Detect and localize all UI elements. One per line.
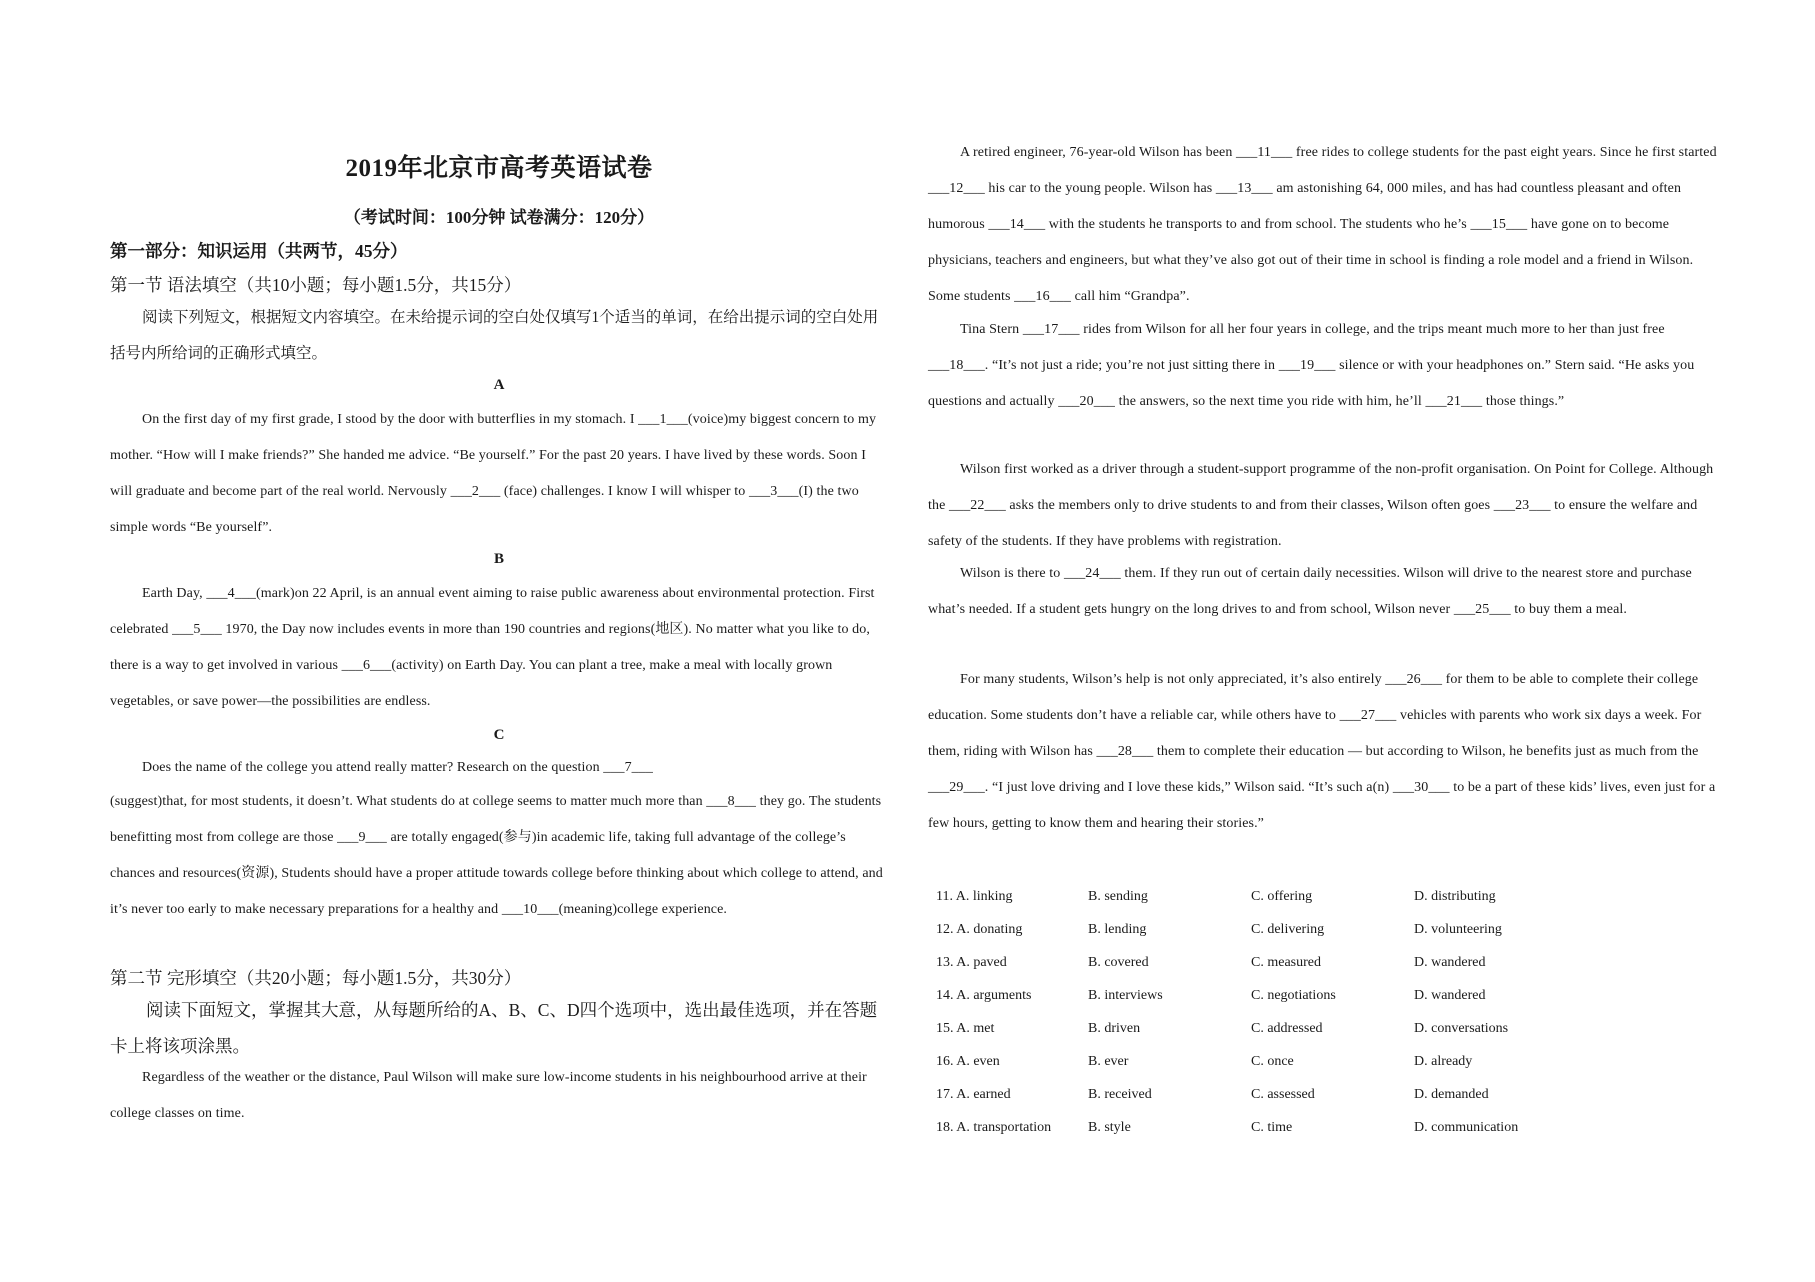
exam-title: 2019年北京市高考英语试卷 <box>345 155 653 182</box>
option-row <box>936 880 1696 913</box>
exam-subtitle: （考试时间：100分钟 试卷满分：120分） <box>343 208 655 227</box>
option-row <box>936 913 1696 946</box>
passage-a-text: On the first day of my first grade, I stood by the door with butterflies in my stomach. I ___1___(voice)my biggest concern to my mother. “How will I make friends?” She handed me advice. “Be yourself.” For the past 20 years. I have lived by these words. Soon I will graduate and become part of the real world. Nervously ___2___ (face) challenges. I know I will whisper to ___3___(I) the two simple words “Be yourself”. <box>110 412 877 535</box>
option-b: B. ever <box>1088 1053 1129 1069</box>
option-c: C. negotiations <box>1251 987 1336 1003</box>
cloze-paragraph-3: Tina Stern ___17___ rides from Wilson for all her four years in college, and the trips meant much more to her than just free ___18___. “It’s not just a ride; you’re not just sitting there in ___19___ silence or with your headphones on.” Stern said. “He asks you questions and actually ___20___ the answers, so the next time you ride with him, he’ll ___21___ those things.” <box>928 322 1695 409</box>
option-b: B. covered <box>1088 954 1149 970</box>
option-row <box>936 1111 1696 1144</box>
option-b: B. style <box>1088 1119 1131 1135</box>
option-a: 13. A. paved <box>936 954 1007 970</box>
option-b: B. driven <box>1088 1020 1141 1036</box>
passage-b-text: Earth Day, ___4___(mark)on 22 April, is an annual event aiming to raise public awareness about environmental protection. First celebrated ___5___ 1970, the Day now includes events in more than 190 countries and regions(地区). No matter what you like to do, there is a way to get involved in various ___6___(activity) on Earth Day. You can plant a tree, make a meal with locally grown vegetables, or save power—the possibilities are endless. <box>110 586 875 709</box>
section-one-heading: 第一节 语法填空（共10小题；每小题1.5分，共15分） <box>110 275 522 295</box>
option-a: 17. A. earned <box>936 1086 1011 1102</box>
option-c: C. measured <box>1251 954 1321 970</box>
option-a: 12. A. donating <box>936 921 1023 937</box>
option-c: C. offering <box>1251 888 1313 904</box>
option-c: C. assessed <box>1251 1086 1315 1102</box>
passage-c-letter: C <box>493 727 505 743</box>
option-d: D. communication <box>1414 1119 1519 1135</box>
option-row <box>936 1012 1696 1045</box>
option-d: D. conversations <box>1414 1020 1509 1036</box>
option-d: D. wandered <box>1414 954 1486 970</box>
option-c: C. delivering <box>1251 921 1325 937</box>
option-c: C. time <box>1251 1119 1293 1135</box>
section-two-instruction: 阅读下面短文，掌握其大意，从每题所给的A、B、C、D四个选项中，选出最佳选项，并在答题卡上将该项涂黑。 <box>110 1000 878 1056</box>
section-two-heading: 第二节 完形填空（共20小题；每小题1.5分，共30分） <box>110 968 522 988</box>
option-row <box>936 946 1696 979</box>
option-d: D. demanded <box>1414 1086 1489 1102</box>
cloze-paragraph-6: For many students, Wilson’s help is not only appreciated, it’s also entirely ___26___ for them to be able to complete their college education. Some students don’t have a reliable car, while others have to ___27___ vehicles with parents who work six days a week. For them, riding with Wilson has ___28___ them to complete their education — but according to Wilson, he benefits just as much from the ___29___. “I just love driving and I love these kids,” Wilson said. “It’s such a(n) ___30___ to be a part of these kids’ lives, even just for a few hours, getting to know them and hearing their stories.” <box>928 672 1716 831</box>
option-d: D. distributing <box>1414 888 1496 904</box>
option-row <box>936 1078 1696 1111</box>
option-d: D. volunteering <box>1414 921 1502 937</box>
option-a: 18. A. transportation <box>936 1119 1052 1135</box>
option-row <box>936 979 1696 1012</box>
option-b: B. received <box>1088 1086 1152 1102</box>
part-one-heading: 第一部分：知识运用（共两节，45分） <box>110 241 408 261</box>
cloze-paragraph-5: Wilson is there to ___24___ them. If they run out of certain daily necessities. Wilson will drive to the nearest store and purchase what’s needed. If a student gets hungry on the long drives to and from school, Wilson never ___25___ to buy them a meal. <box>928 566 1692 617</box>
option-b: B. interviews <box>1088 987 1163 1003</box>
cloze-paragraph-1: Regardless of the weather or the distance, Paul Wilson will make sure low-income students in his neighbourhood arrive at their college classes on time. <box>110 1070 867 1121</box>
option-c: C. addressed <box>1251 1020 1323 1036</box>
option-c: C. once <box>1251 1053 1294 1069</box>
answer-options-table <box>936 880 1696 1144</box>
option-b: B. sending <box>1088 888 1148 904</box>
cloze-paragraph-4: Wilson first worked as a driver through a student-support programme of the non-profit organisation. On Point for College. Although the ___22___ asks the members only to drive students to and from their classes, Wilson often goes ___23___ to ensure the welfare and safety of the students. If they have problems with registration. <box>928 462 1714 549</box>
option-a: 15. A. met <box>936 1020 995 1036</box>
section-one-instruction: 阅读下列短文，根据短文内容填空。在未给提示词的空白处仅填写1个适当的单词，在给出提示词的空白处用括号内所给词的正确形式填空。 <box>110 309 879 362</box>
passage-b-letter: B <box>493 551 504 567</box>
passage-c-text: (suggest)that, for most students, it doesn’t. What students do at college seems to matter much more than ___8___ they go. The students benefitting most from college are those ___9___ are totally engaged(参与)in academic life, taking full advantage of the college’s chances and resources(资源), Students should have a proper attitude towards college before thinking about which college to attend, and it’s never too early to make necessary preparations for a healthy and ___10___(meaning)college experience. <box>110 794 883 917</box>
passage-c-first-line: Does the name of the college you attend really matter? Research on the question ___7___ <box>142 760 653 775</box>
option-a: 16. A. even <box>936 1053 1000 1069</box>
option-a: 14. A. arguments <box>936 987 1032 1003</box>
passage-a-letter: A <box>493 377 505 393</box>
option-row <box>936 1045 1696 1078</box>
option-d: D. already <box>1414 1053 1473 1069</box>
option-d: D. wandered <box>1414 987 1486 1003</box>
cloze-paragraph-2: A retired engineer, 76-year-old Wilson has been ___11___ free rides to college students for the past eight years. Since he first started ___12___ his car to the young people. Wilson has ___13___ am astonishing 64, 000 miles, and has had countless pleasant and often humorous ___14___ with the students he transports to and from school. The students who he’s ___15___ have gone on to become physicians, teachers and engineers, but what they’ve also got out of their time in school is finding a role model and a friend in Wilson. Some students ___16___ call him “Grandpa”. <box>928 145 1717 304</box>
option-a: 11. A. linking <box>936 888 1013 904</box>
option-b: B. lending <box>1088 921 1147 937</box>
